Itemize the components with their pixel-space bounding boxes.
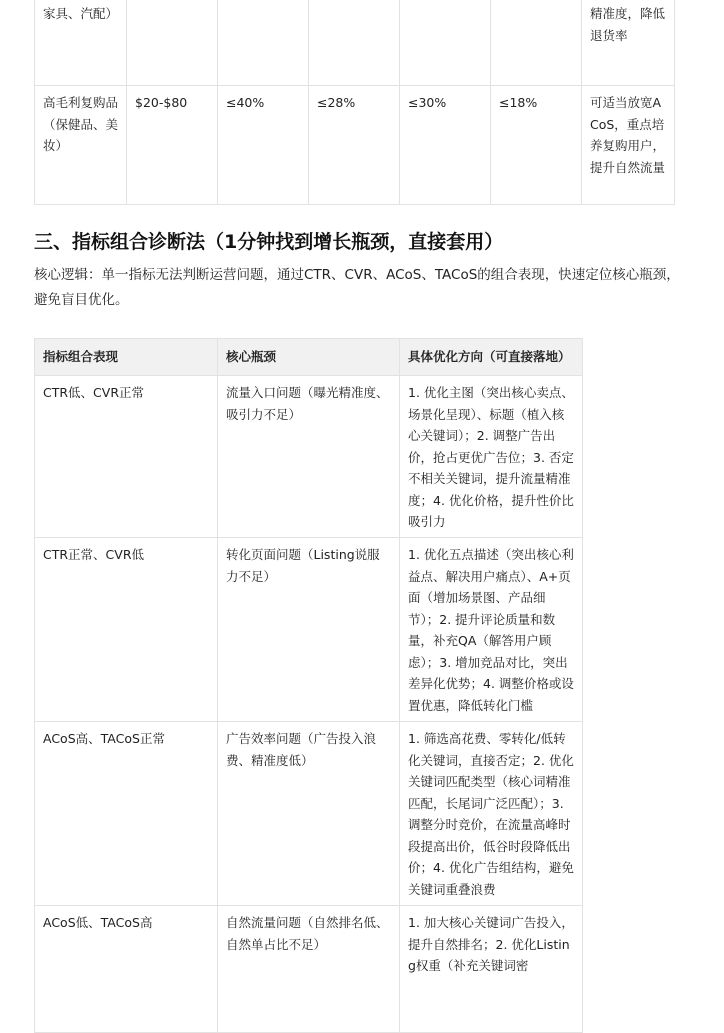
table-cell: 精准度，降低退货率 [582,0,675,86]
table-row [35,538,583,722]
table-cell: 流量入口问题（曝光精准度、吸引力不足） [218,376,400,538]
table-row [35,0,675,86]
table-row [35,722,583,906]
table-cell: 广告效率问题（广告投入浪费、精准度低） [218,722,400,906]
table-cell: ≤28% [309,86,400,205]
table-cell: 家具、汽配） [35,0,127,86]
table-cell [309,0,400,86]
table-header-row [35,339,583,376]
table-cell: $20-$80 [127,86,218,205]
section-heading: 三、指标组合诊断法（1分钟找到增长瓶颈，直接套用） [34,231,504,253]
table-cell: 1. 加大核心关键词广告投入，提升自然排名；2. 优化Listing权重（补充关键词密 [400,906,583,1033]
price-tier-table [34,0,675,205]
table-row [35,86,675,205]
table-row [35,906,583,1033]
table-cell [218,0,309,86]
table-cell: 1. 优化主图（突出核心卖点、场景化呈现）、标题（植入核心关键词）；2. 调整广告出价，抢占更优广告位；3. 否定不相关关键词，提升流量精准度；4. 优化价格，提升性价比吸引力 [400,376,583,538]
table-cell [127,0,218,86]
table-cell: 可适当放宽ACoS，重点培养复购用户，提升自然流量 [582,86,675,205]
table-row [35,376,583,538]
table-cell: CTR正常、CVR低 [35,538,218,722]
column-header: 指标组合表现 [35,339,218,376]
diagnosis-table [34,338,583,1033]
table-cell: CTR低、CVR正常 [35,376,218,538]
table-cell: ≤30% [400,86,491,205]
column-header: 具体优化方向（可直接落地） [400,339,583,376]
table-cell: ≤18% [491,86,582,205]
table-cell: 自然流量问题（自然排名低、自然单占比不足） [218,906,400,1033]
table-cell: 1. 优化五点描述（突出核心利益点、解决用户痛点）、A+页面（增加场景图、产品细节）；2. 提升评论质量和数量，补充QA（解答用户顾虑）；3. 增加竞品对比，突出差异化优势；4. 调整价格或设置优惠，降低转化门槛 [400,538,583,722]
table-cell [491,0,582,86]
table-cell: ACoS低、TACoS高 [35,906,218,1033]
intro-paragraph: 核心逻辑：单一指标无法判断运营问题，通过CTR、CVR、ACoS、TACoS的组合表现，快速定位核心瓶颈，避免盲目优化。 [34,267,680,308]
table-cell: 高毛利复购品（保健品、美妆） [35,86,127,205]
table-cell: ACoS高、TACoS正常 [35,722,218,906]
table-cell: 1. 筛选高花费、零转化/低转化关键词，直接否定；2. 优化关键词匹配类型（核心词精准匹配，长尾词广泛匹配）；3. 调整分时竞价，在流量高峰时段提高出价，低谷时段降低出价；4. 优化广告组结构，避免关键词重叠浪费 [400,722,583,906]
table-cell: 转化页面问题（Listing说服力不足） [218,538,400,722]
table-cell: ≤40% [218,86,309,205]
column-header: 核心瓶颈 [218,339,400,376]
table-cell [400,0,491,86]
